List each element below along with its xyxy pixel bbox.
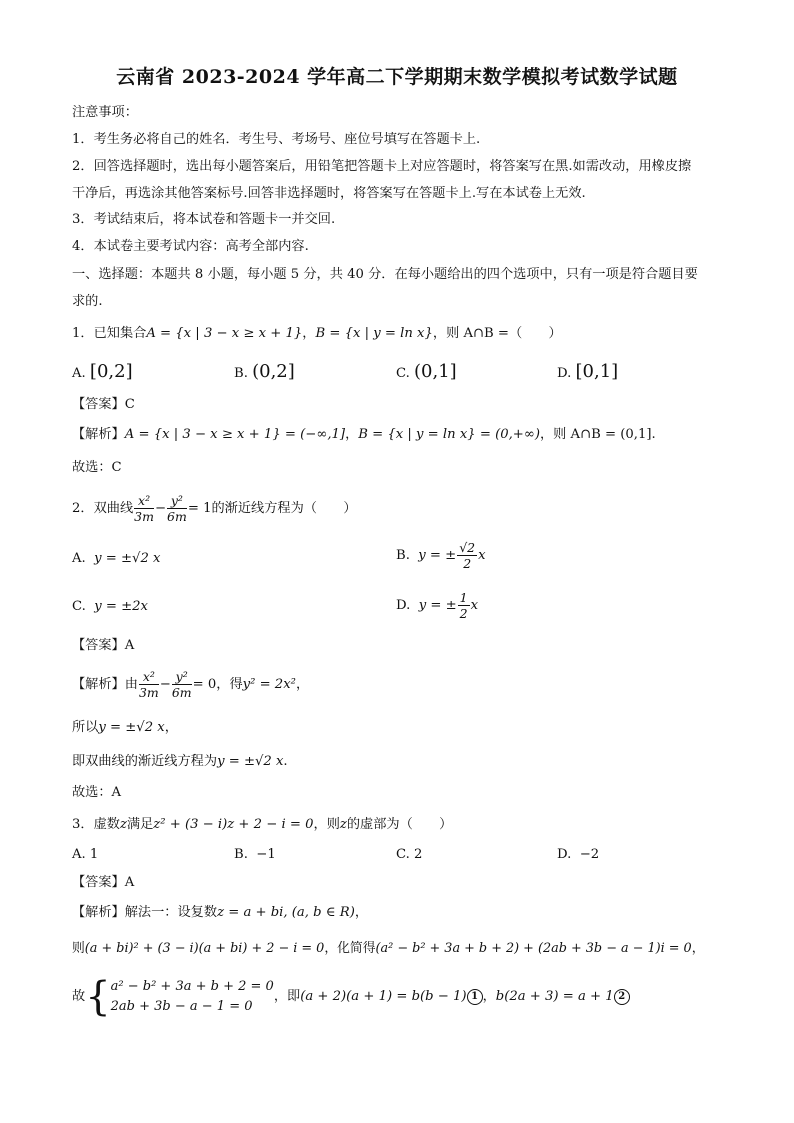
numerator: y² (167, 493, 187, 509)
step-eq: (a + 2)(a + 1) = b(b − 1) (300, 989, 467, 1004)
denominator: 2 (463, 556, 472, 571)
option-value: [0,2] (89, 361, 133, 382)
q2-step-3 (72, 753, 288, 771)
fraction (167, 493, 187, 524)
step-mid: ，即 (273, 989, 301, 1004)
q3-step-3 (72, 975, 630, 1019)
option-tail: x (478, 548, 486, 563)
var-z: z (119, 817, 127, 832)
analysis-eq: A = {x | 3 − x ≥ x + 1} = (−∞,1] (124, 427, 346, 442)
q3-suffix: 的虚部为（ ） (346, 817, 453, 832)
q3-prefix: 3．虚数 (72, 817, 120, 832)
q1-set-b: B = {x | y = ln x} (315, 326, 433, 341)
step-end: ， (691, 941, 705, 956)
var-z: z (339, 817, 347, 832)
question-1-stem (72, 325, 562, 343)
option-value: y = ± (418, 598, 457, 613)
q2-analysis (72, 669, 309, 701)
option-label: A. (72, 551, 86, 566)
option-label: D. (557, 366, 572, 381)
option-label: D. (396, 598, 411, 613)
option-tail: x (470, 598, 479, 613)
q1-answer: 【答案】C (72, 397, 135, 412)
step-eq: y = ±√2 x (98, 720, 165, 735)
numerator: x² (134, 493, 154, 509)
option-value: (0,1] (414, 361, 457, 382)
step-mid: ，化简得 (324, 941, 376, 956)
denominator: 6m (171, 685, 192, 700)
option-value: y = ± (418, 548, 457, 563)
step-eq: b(2a + 3) = a + 1 (495, 989, 614, 1004)
option-label: C. (396, 847, 410, 862)
step-prefix: 则 (72, 941, 85, 956)
q3-analysis (72, 904, 368, 922)
q2-option-b (396, 540, 486, 572)
analysis-eq: B = {x | y = ln x} = (0,+∞) (358, 427, 540, 442)
q2-answer: 【答案】A (72, 638, 135, 653)
option-value: y = ±√2 x (94, 551, 161, 566)
option-value: [0,1] (575, 361, 619, 382)
fraction (458, 590, 470, 621)
option-value: 1 (89, 847, 99, 862)
numerator: 1 (459, 590, 468, 605)
q2-option-c (72, 598, 148, 616)
denominator: 3m (138, 685, 159, 700)
note-line: 2．回答选择题时，选出每小题答案后，用铅笔把答题卡上对应答题时，将答案写在黑.如需改动，用橡皮擦 (72, 159, 692, 174)
step-eq: y = ±√2 x (217, 754, 284, 769)
q3-step-2 (72, 940, 705, 958)
q3-option-b (234, 846, 276, 864)
option-value: 2 (414, 847, 423, 862)
q2-prefix: 2．双曲线 (72, 501, 134, 516)
minus-sign: − (159, 677, 171, 692)
equals-zero: = 0 (192, 677, 217, 692)
option-value: −2 (579, 847, 600, 862)
option-label: C. (72, 599, 86, 614)
q3-option-c (396, 846, 422, 864)
option-label: B. (234, 366, 248, 381)
option-label: C. (396, 366, 410, 381)
q1-conclusion: 故选：C (72, 460, 122, 475)
q1-sep: ， (302, 326, 316, 341)
question-2-stem (72, 493, 357, 525)
note-line: 3．考试结束后，将本试卷和答题卡一并交回. (72, 212, 336, 227)
q3-answer: 【答案】A (72, 875, 135, 890)
fraction (139, 669, 159, 700)
analysis-mid: ，得 (216, 677, 243, 692)
denominator: 2 (459, 606, 468, 621)
option-label: B. (234, 847, 248, 862)
q2-step-2 (72, 719, 178, 737)
q3-equation: z² + (3 − i)z + 2 − i = 0 (153, 817, 314, 832)
step-prefix: 即双曲线的渐近线方程为 (72, 754, 218, 769)
note-line: 干净后，再选涂其他答案标号.回答非选择题时，将答案写在答题卡上.写在本试卷上无效. (72, 186, 586, 201)
step-end: . (283, 754, 288, 769)
numerator: y² (172, 669, 192, 685)
q2-suffix: 的渐近线方程为（ ） (211, 501, 357, 516)
analysis-label: 【解析】解法一：设复数 (72, 905, 218, 920)
q3-option-a (72, 846, 98, 864)
analysis-label: 【解析】由 (72, 677, 138, 692)
q3-mid: 满足 (126, 817, 154, 832)
q2-conclusion: 故选：A (72, 785, 122, 800)
step-eq: (a² − b² + 3a + b + 2) + (2ab + 3b − a − 1)i = 0 (375, 941, 692, 956)
analysis-eq: z = a + bi, (a, b ∈ R) (217, 905, 355, 920)
system-eq: a² − b² + 3a + b + 2 = 0 (110, 978, 274, 994)
q1-suffix: ，则 A∩B =（ ） (432, 326, 562, 341)
question-3-stem (72, 816, 452, 834)
numerator: x² (139, 669, 159, 685)
equation-system (111, 977, 274, 1017)
minus-sign: − (154, 501, 167, 516)
denominator: 6m (167, 509, 187, 524)
page-title: 云南省 2023-2024 学年高二下学期期末数学模拟考试数学试题 (116, 66, 678, 88)
system-eq: 2ab + 3b − a − 1 = 0 (110, 998, 253, 1014)
option-value: y = ±2x (94, 599, 148, 614)
numerator: √2 (459, 540, 476, 555)
q1-set-a: A = {x | 3 − x ≥ x + 1} (146, 326, 303, 341)
option-label: A. (72, 366, 86, 381)
option-label: D. (557, 847, 572, 862)
step-sep: ， (482, 989, 496, 1004)
q2-option-a (72, 550, 160, 568)
step-end: ， (164, 720, 178, 735)
notes-header: 注意事项： (72, 105, 138, 120)
q1-prefix: 1．已知集合 (72, 326, 147, 341)
q1-option-a (72, 363, 133, 383)
q1-analysis (72, 426, 656, 444)
step-prefix: 故 (72, 989, 86, 1004)
step-eq: (a + bi)² + (3 − i)(a + bi) + 2 − i = 0 (84, 941, 325, 956)
fraction (172, 669, 192, 700)
analysis-end: ， (354, 905, 369, 920)
equals-one: = 1 (187, 501, 212, 516)
option-value: (0,2] (252, 361, 295, 382)
option-label: A. (72, 847, 86, 862)
q1-option-d (557, 363, 618, 383)
analysis-eq: y² = 2x² (242, 677, 296, 692)
option-label: B. (396, 548, 410, 563)
denominator: 3m (134, 509, 154, 524)
fraction (134, 493, 154, 524)
q1-option-b (234, 363, 295, 383)
q3-mid2: ，则 (313, 817, 340, 832)
brace-symbol: { (85, 973, 111, 1020)
option-value: −1 (256, 847, 276, 862)
note-line: 4．本试卷主要考试内容：高考全部内容. (72, 239, 309, 254)
note-line: 1．考生务必将自己的姓名．考生号、考场号、座位号填写在答题卡上. (72, 132, 481, 147)
step-prefix: 所以 (72, 720, 99, 735)
q2-option-d (396, 590, 478, 622)
analysis-label: 【解析】 (72, 427, 125, 442)
q3-option-d (557, 846, 599, 864)
analysis-end: ， (295, 677, 310, 692)
analysis-sep: ， (345, 427, 359, 442)
fraction (457, 540, 477, 571)
section-heading: 一、选择题：本题共 8 小题，每小题 5 分，共 40 分．在每小题给出的四个选项中，只有一项是符合题目要 (72, 267, 698, 282)
analysis-tail: ，则 A∩B = (0,1]. (539, 427, 656, 442)
circled-number: 1 (467, 989, 483, 1005)
section-heading-cont: 求的. (72, 294, 103, 309)
circled-number: 2 (614, 989, 630, 1005)
q1-option-c (396, 363, 457, 383)
